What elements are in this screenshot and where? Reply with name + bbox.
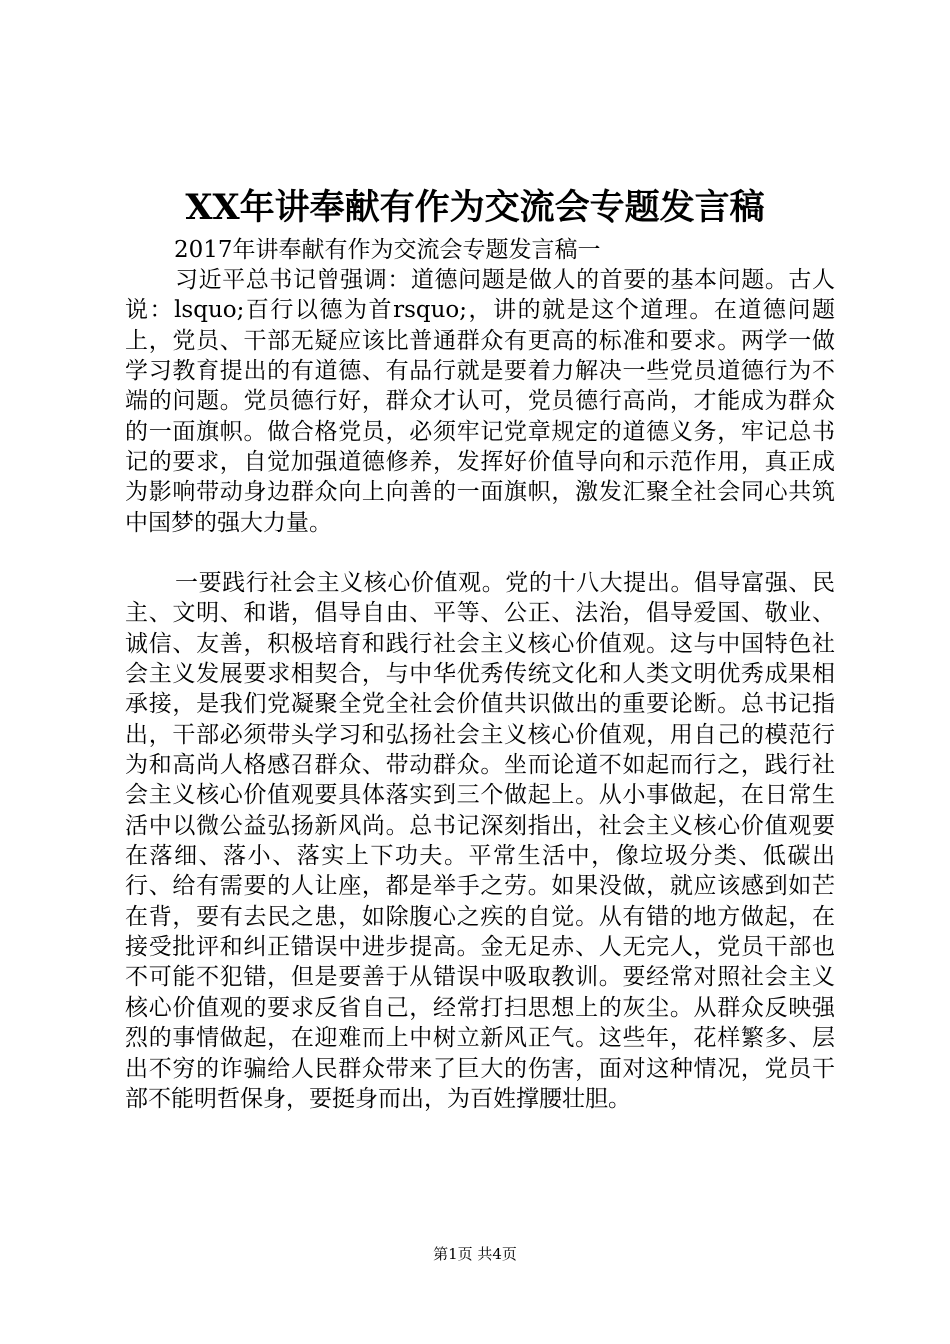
document-title: XX年讲奉献有作为交流会专题发言稿 <box>185 187 765 228</box>
paragraph: 习近平总书记曾强调：道德问题是做人的首要的基本问题。古人说：lsquo;百行以德为首rsquo;，讲的就是这个道理。在道德问题上，党员、干部无疑应该比普通群众有更高的标准和要求。两学一做学习教育提出的有道德、有品行就是要着力解决一些党员道德行为不端的问题。党员德行好，群众才认可，党员德行高尚，才能成为群众的一面旗帜。做合格党员，必须牢记党章规定的道德义务，牢记总书记的要求，自觉加强道德修养，发挥好价值导向和示范作用，真正成为影响带动身边群众向上向善的一面旗帜，激发汇聚全社会同心共筑中国梦的强大力量。 <box>125 267 835 536</box>
document-subtitle: 2017年讲奉献有作为交流会专题发言稿一 <box>174 237 601 263</box>
page-number: 第1页 共4页 <box>433 1245 517 1263</box>
paragraph: 一要践行社会主义核心价值观。党的十八大提出。倡导富强、民主、文明、和谐，倡导自由、平等、公正、法治，倡导爱国、敬业、诚信、友善，积极培育和践行社会主义核心价值观。这与中国特色社会主义发展要求相契合，与中华优秀传统文化和人类文明优秀成果相承接，是我们党凝聚全党全社会价值共识做出的重要论断。总书记指出，干部必须带头学习和弘扬社会主义核心价值观，用自己的模范行为和高尚人格感召群众、带动群众。坐而论道不如起而行之，践行社会主义核心价值观要具体落实到三个做起上。从小事做起，在日常生活中以微公益弘扬新风尚。总书记深刻指出，社会主义核心价值观要在落细、落小、落实上下功夫。平常生活中，像垃圾分类、低碳出行、给有需要的人让座，都是举手之劳。如果没做，就应该感到如芒在背，要有去民之患，如除腹心之疾的自觉。从有错的地方做起，在接受批评和纠正错误中进步提高。金无足赤、人无完人，党员干部也不可能不犯错，但是要善于从错误中吸取教训。要经常对照社会主义核心价值观的要求反省自己，经常打扫思想上的灰尘。从群众反映强烈的事情做起，在迎难而上中树立新风正气。这些年，花样繁多、层出不穷的诈骗给人民群众带来了巨大的伤害，面对这种情况，党员干部不能明哲保身，要挺身而出，为百姓撑腰壮胆。 <box>125 570 835 1112</box>
